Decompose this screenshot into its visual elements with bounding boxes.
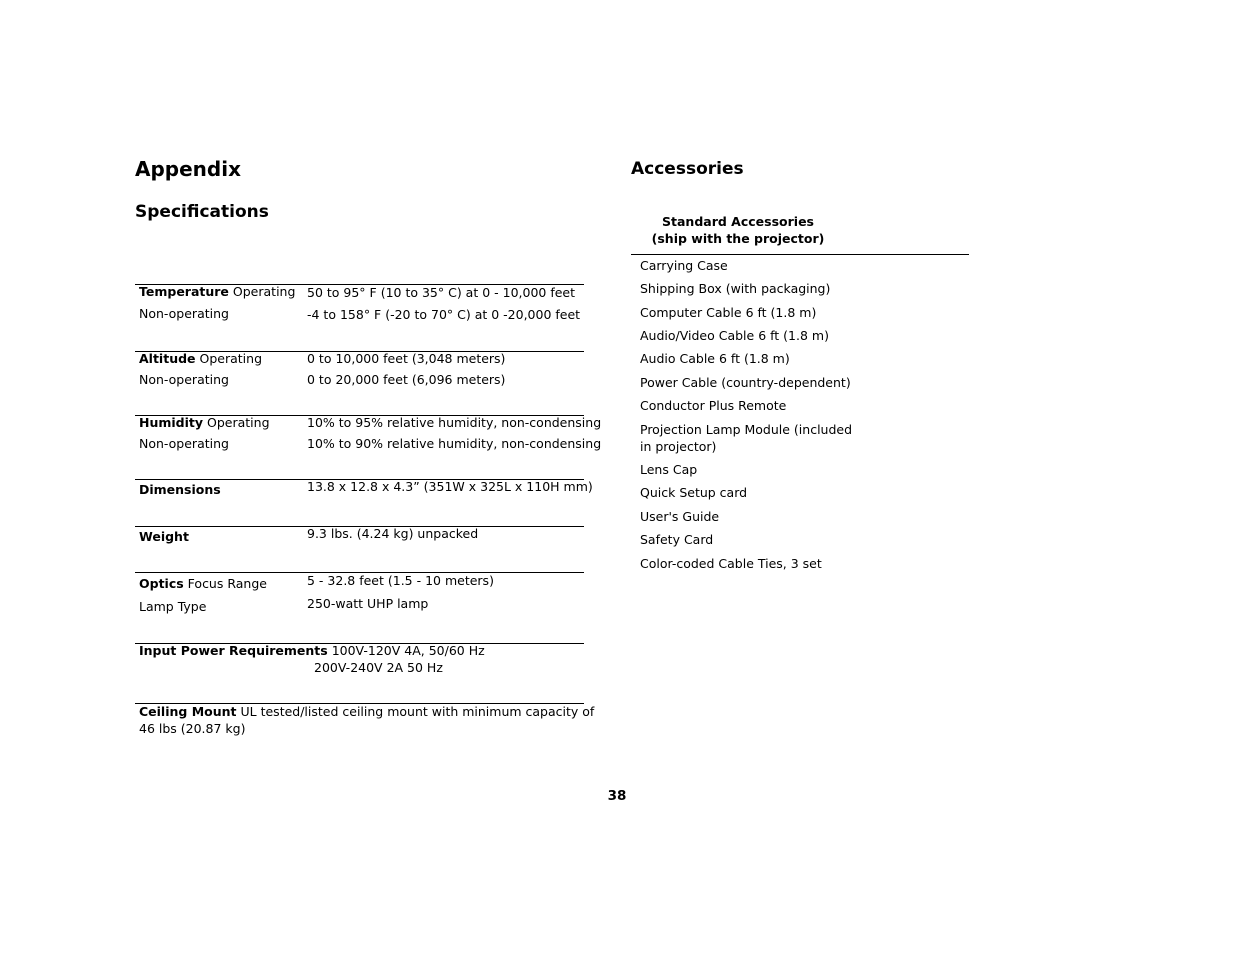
spec-optics-label: Optics [139,576,184,591]
spec-temperature-nonop-value: -4 to 158° F (-20 to 70° C) at 0 -20,000 feet [307,307,581,322]
spec-power-label: Input Power Requirements [139,643,328,658]
spec-humidity-nonop-label: Non-operating [139,436,229,451]
accessory-item-continued: in projector) [640,439,717,454]
spec-temperature-nonop-label: Non-operating [139,306,229,321]
spec-power-value-1: 100V-120V 4A, 50/60 Hz [331,643,485,658]
page-title: Appendix [135,157,241,181]
spec-optics-label-row [139,575,267,592]
accessory-item: Computer Cable 6 ft (1.8 m) [640,305,817,320]
accessory-item: Lens Cap [640,462,698,477]
spec-altitude-op-label: Operating [199,351,263,366]
spec-optics-focus-label: Focus Range [187,576,267,591]
spec-power-value-2: 200V-240V 2A 50 Hz [314,660,443,675]
accessories-table-header-line2: (ship with the projector) [651,231,825,246]
spec-humidity-label: Humidity [139,415,204,430]
accessory-item: Shipping Box (with packaging) [640,281,831,296]
page-number: 38 [607,788,627,804]
spec-dimensions-label: Dimensions [139,482,221,497]
spec-optics-lamp-label: Lamp Type [139,599,207,614]
accessory-item: Audio Cable 6 ft (1.8 m) [640,351,790,366]
spec-temperature-op-value: 50 to 95° F (10 to 35° C) at 0 - 10,000 feet [307,285,576,300]
spec-altitude-label-row [139,350,262,367]
spec-humidity-op-value: 10% to 95% relative humidity, non-condensing [307,415,602,430]
spec-ceiling-row [139,703,594,720]
accessory-item: User's Guide [640,509,720,524]
accessory-item: Projection Lamp Module (included [640,422,853,437]
spec-optics-lamp-value: 250-watt UHP lamp [307,596,429,611]
section-title-accessories: Accessories [631,159,744,179]
accessory-item: Color-coded Cable Ties, 3 set [640,556,822,571]
spec-temperature-op-label: Operating [232,284,296,299]
accessory-item: Audio/Video Cable 6 ft (1.8 m) [640,328,829,343]
spec-altitude-nonop-value: 0 to 20,000 feet (6,096 meters) [307,372,506,387]
section-title-specifications: Specifications [135,202,269,222]
spec-weight-label: Weight [139,529,189,544]
accessory-item: Power Cable (country-dependent) [640,375,851,390]
spec-ceiling-value-line2: 46 lbs (20.87 kg) [139,721,246,736]
spec-altitude-nonop-label: Non-operating [139,372,229,387]
spec-humidity-op-label: Operating [207,415,270,430]
spec-humidity-nonop-value: 10% to 90% relative humidity, non-condensing [307,436,602,451]
accessory-item: Conductor Plus Remote [640,398,787,413]
accessory-item: Carrying Case [640,258,728,273]
spec-ceiling-label: Ceiling Mount [139,704,237,719]
spec-ceiling-value-line1: UL tested/listed ceiling mount with minimum capacity of [240,704,595,719]
accessory-item: Quick Setup card [640,485,748,500]
spec-temperature-label-row [139,283,295,300]
spec-humidity-label-row [139,414,270,431]
spec-optics-focus-value: 5 - 32.8 feet (1.5 - 10 meters) [307,573,494,588]
spec-dimensions-value: 13.8 x 12.8 x 4.3” (351W x 325L x 110H mm) [307,479,593,494]
accessory-item: Safety Card [640,532,714,547]
spec-temperature-label: Temperature [139,284,229,299]
accessories-table-header-line1: Standard Accessories [662,214,814,229]
spec-altitude-label: Altitude [139,351,196,366]
spec-weight-value: 9.3 lbs. (4.24 kg) unpacked [307,526,479,541]
divider [631,254,969,255]
spec-power-row [139,642,485,659]
spec-altitude-op-value: 0 to 10,000 feet (3,048 meters) [307,351,506,366]
